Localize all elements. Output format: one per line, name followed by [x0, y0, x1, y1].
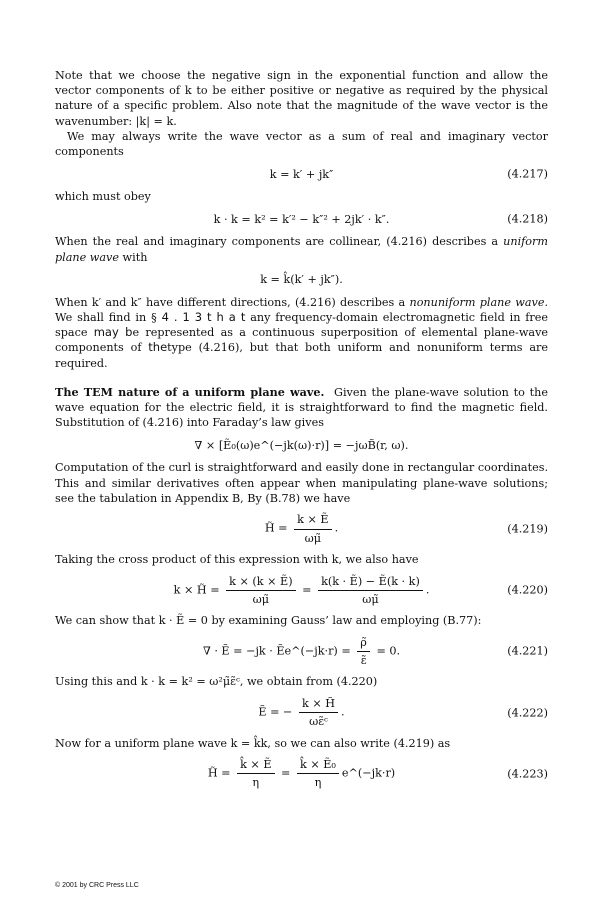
equation-4-221 [55, 628, 548, 674]
emphasis-uniform-plane-wave: uniform plane wave [55, 235, 548, 264]
numerator: k × Ẽ [294, 512, 331, 529]
equation-body: H̃ = $\frac{\text{k̂ × Ẽ}}{\eta}$ = $\frac{\text{k̂ × Ẽ₀}}{\eta}$ e^(−jk·r) [207, 758, 396, 790]
text-run: any frequency-domain electromagnetic field in free space [55, 311, 549, 340]
text-run: Given the plane-wave solution to the wave equation for the electric field, it is straightforward to find the magnetic field. Substitution of (4.216) into Faraday’s law gives [55, 385, 548, 430]
copyright-footer: © 2001 by CRC Press LLC [55, 882, 139, 889]
eq-lhs: k × H̃ = [173, 583, 220, 597]
denominator: ωμ̃ [252, 592, 270, 606]
text-run: with [118, 250, 148, 264]
paragraph-11: Now for a uniform plane wave k = k̂k, so we can also write (4.219) as [55, 736, 451, 750]
eq-lhs: H̃ = [207, 766, 231, 780]
text-run: When k′ and k″ have different directions, (4.216) describes a [55, 295, 410, 309]
equation-body [265, 512, 338, 545]
numerator: k̂ × Ẽ₀ [297, 757, 339, 774]
paragraph-3: which must obey [55, 190, 151, 204]
equation-body: k × H̃ = $\frac{\text{k × (k × Ẽ)}}{\omega\mũ}$ = $\frac{\text{k(k · Ẽ) − Ẽ(k · k)}}{\omega\mũ}$ . [173, 574, 430, 606]
eq-tail: . [334, 522, 339, 536]
eq-lhs: ∇ · Ẽ = −jk · Ẽe^(−jk·r) = [202, 644, 351, 658]
denominator: η [314, 776, 322, 790]
equation-number: (4.221) [507, 644, 548, 658]
fraction [357, 635, 370, 668]
fraction [318, 574, 423, 607]
paragraph-4 [55, 234, 548, 264]
emphasis-nonuniform-plane-wave: nonuniform plane wave. [409, 295, 549, 309]
denominator: η [252, 776, 260, 790]
equation-4-223 [55, 751, 548, 797]
paragraph-2: We may always write the wave vector as a sum of real and imaginary vector components [55, 129, 548, 159]
eq-tail: . [425, 583, 430, 597]
paragraph-8: Taking the cross product of this expression with k, we also have [55, 553, 419, 567]
denominator: ωμ̃ [362, 592, 379, 606]
eq-tail: = 0. [376, 644, 401, 658]
equation-body: k · k = k² = k′² − k″² + 2jk′ · k″. [213, 212, 390, 226]
equation-number: (4.220) [507, 583, 548, 597]
fraction [226, 574, 295, 607]
fraction [294, 512, 331, 545]
section-heading: The TEM nature of a uniform plane wave. [55, 384, 325, 399]
paragraph-5 [55, 295, 548, 371]
numerator: k̂ × Ẽ [237, 757, 274, 774]
paragraph-6 [55, 385, 548, 431]
fraction [237, 757, 274, 790]
denominator: ωμ̃ [304, 531, 322, 545]
fraction [297, 757, 339, 790]
numerator: k × H̃ [299, 696, 338, 713]
denominator: ωε̃ᶜ [309, 715, 328, 729]
page-body [55, 68, 548, 797]
equation-4-220 [55, 567, 548, 613]
numerator: ρ̃ [357, 635, 370, 652]
text-run-sans: the [148, 340, 168, 355]
paragraph-9: We can show that k · Ẽ = 0 by examining Gauss’ law and employing (B.77): [55, 614, 482, 628]
equation-body [203, 635, 400, 668]
equation-body: k = k′ + jk″ [269, 167, 334, 181]
paragraph-10: Using this and k · k = k² = ω²μ̃ε̃ᶜ, we obtain from (4.220) [55, 675, 378, 689]
equation-4-217 [55, 159, 548, 189]
numerator: k × (k × Ẽ) [226, 574, 295, 591]
equation-4-222 [55, 690, 548, 736]
text-run: When the real and imaginary components are collinear, (4.216) describes a [55, 235, 504, 249]
equation-body [258, 696, 344, 729]
text-run-sans: 4 . 1 3 t h a t [161, 310, 246, 325]
text-run: We shall find in § [55, 311, 162, 325]
text-run-sans: may b [93, 325, 133, 340]
equation-body: ∇ × [Ẽ₀(ω)e^(−jk(ω)·r)] = −jωB̃(r, ω). [194, 438, 409, 452]
equation-4-219 [55, 506, 548, 552]
equation-number: (4.223) [507, 767, 548, 781]
fraction [299, 696, 338, 729]
equation-number: (4.222) [507, 706, 548, 720]
eq-lhs: H̃ = [264, 522, 288, 536]
denominator: ε̃ [360, 653, 367, 667]
equation-number: (4.219) [507, 522, 548, 536]
equation-uniform [55, 265, 548, 295]
paragraph-7: Computation of the curl is straightforward and easily done in rectangular coordinates. This and similar derivatives often appear when manipulating plane-wave solutions; see the tabulation in Appendix B, By (B.78) we have [55, 461, 548, 505]
numerator: k(k · Ẽ) − Ẽ(k · k) [318, 574, 423, 591]
text-run: e represented as a continuous superposition of elemental plane-wave components of [55, 326, 549, 355]
text-run: type (4.216), but that both uniform and nonuniform terms are required. [55, 341, 548, 370]
equation-faraday [55, 430, 548, 460]
eq-lhs: Ẽ = − [258, 705, 293, 719]
paragraph-1: Note that we choose the negative sign in the exponential function and allow the vector components of k to be either positive or negative as required by the physical nature of a specific problem. Also note that the magnitude of the wave vector is the wavenumber: |k| = k. [55, 69, 548, 128]
eq-tail: e^(−jk·r) [341, 766, 396, 780]
equation-4-218 [55, 204, 548, 234]
equation-number: (4.218) [507, 212, 548, 226]
equation-body: k = k̂(k′ + jk″). [260, 273, 343, 287]
equation-number: (4.217) [507, 167, 548, 181]
eq-tail: . [341, 705, 345, 719]
